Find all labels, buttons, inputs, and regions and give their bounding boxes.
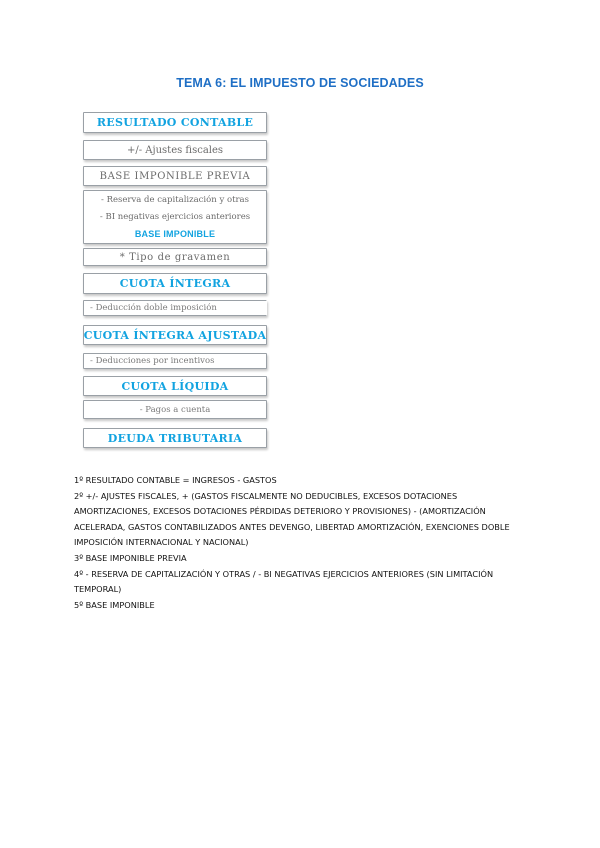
bi-negativas-line: - BI negativas ejercicios anteriores — [99, 211, 251, 222]
deducciones-incentivos-box: - Deducciones por incentivos — [83, 353, 267, 369]
resultado-contable-box: RESULTADO CONTABLE — [83, 112, 267, 133]
ajustes-base-box — [83, 190, 267, 244]
cuota-integra-box: CUOTA ÍNTEGRA — [83, 273, 267, 294]
cuota-integra-ajustada-box: CUOTA ÍNTEGRA AJUSTADA — [83, 325, 267, 345]
base-imponible-label: BASE IMPONIBLE — [134, 228, 216, 239]
note-item-3: 3º BASE IMPONIBLE PREVIA — [74, 552, 187, 563]
note-item-2: 2º +/- AJUSTES FISCALES, + (GASTOS FISCALMENTE NO DEDUCIBLES, EXCESOS DOTACIONES AMORTIZACIONES, EXCESOS DOTACIONES PÉRDIDAS DETERIORO Y PROVISIONES) - (AMORTIZACIÓN ACELERADA, GASTOS CONTABILIZADOS ANTES DEVENGO, LIBERTAD AMORTIZACIÓN, EXENCIONES DOBLE IMPOSICIÓN INTERNACIONAL Y NACIONAL) — [74, 490, 510, 548]
note-item-5: 5º BASE IMPONIBLE — [74, 599, 155, 610]
tipo-gravamen-box: * Tipo de gravamen — [83, 248, 267, 266]
pagos-a-cuenta-box: - Pagos a cuenta — [83, 400, 267, 419]
note-item-4: 4º - RESERVA DE CAPITALIZACIÓN Y OTRAS / - BI NEGATIVAS EJERCICIOS ANTERIORES (SIN LIMITACIÓN TEMPORAL) — [74, 568, 494, 595]
reserva-capitalizacion-line: - Reserva de capitalización y otras — [101, 194, 249, 205]
deduccion-doble-imposicion-box: - Deducción doble imposición — [83, 300, 267, 316]
deuda-tributaria-box: DEUDA TRIBUTARIA — [83, 428, 267, 448]
page-title: TEMA 6: EL IMPUESTO DE SOCIEDADES — [176, 76, 424, 90]
base-imponible-previa-box: BASE IMPONIBLE PREVIA — [83, 166, 267, 186]
notes-list — [74, 473, 534, 613]
cuota-liquida-box: CUOTA LÍQUIDA — [83, 376, 267, 396]
ajustes-fiscales-box: +/- Ajustes fiscales — [83, 140, 267, 160]
note-item-1: 1º RESULTADO CONTABLE = INGRESOS - GASTOS — [74, 475, 277, 485]
